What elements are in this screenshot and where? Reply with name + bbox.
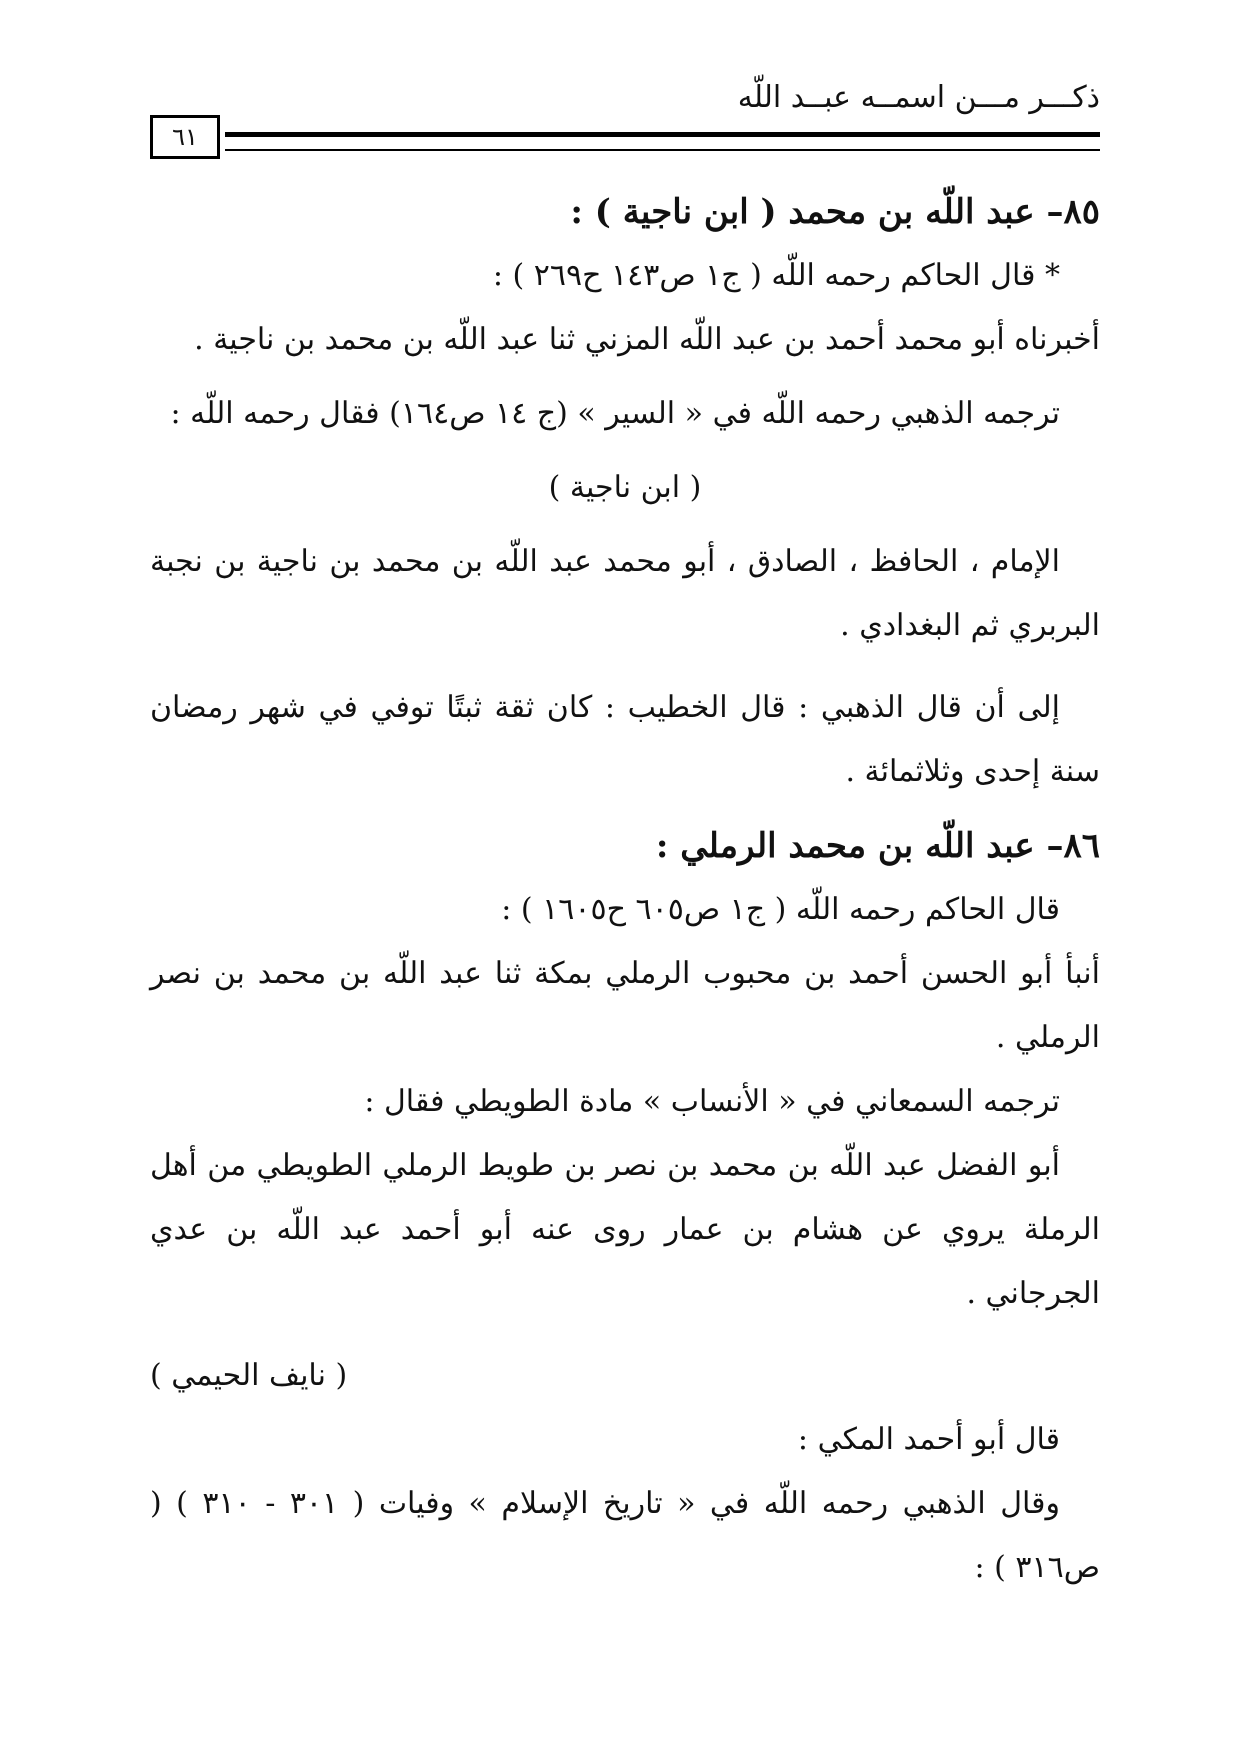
isnad-paragraph: أخبرناه أبو محمد أحمد بن عبد اللّه المزني ثنا عبد اللّه بن محمد بن ناجية . bbox=[194, 322, 1100, 357]
dhahabi-tarikh-reference: وقال الذهبي رحمه اللّه في « تاريخ الإسلام » وفيات ( ٣٠١ - ٣١٠ ) ( ص٣١٦ ) : bbox=[150, 1486, 1100, 1585]
khatib-quote-paragraph: إلى أن قال الذهبي : قال الخطيب : كان ثقة ثبتًا توفي في شهر رمضان سنة إحدى وثلاثمائة . bbox=[150, 690, 1100, 789]
ansab-biography-paragraph: أبو الفضل عبد اللّه بن محمد بن نصر بن طويط الرملي الطويطي من أهل الرملة يروي عن هشام بن عمار روى عنه أبو أحمد عبد اللّه بن عدي الجرجاني . bbox=[150, 1148, 1100, 1311]
running-header-title: ذكـــر مـــن اسمــه عبــد اللّه bbox=[737, 80, 1100, 115]
entry-heading-85: ٨٥– عبد اللّه بن محمد ( ابن ناجية ) : bbox=[570, 192, 1100, 232]
header-double-rule bbox=[225, 132, 1100, 151]
hakim-citation: قال الحاكم رحمه اللّه ( ج١ ص٦٠٥ ح١٦٠٥ ) : bbox=[501, 892, 1060, 927]
hakim-citation: * قال الحاكم رحمه اللّه ( ج١ ص١٤٣ ح٢٦٩ ) : bbox=[492, 258, 1060, 293]
author-note: ( نايف الحيمي ) bbox=[150, 1358, 348, 1393]
page-number-box: ٦١ bbox=[150, 115, 220, 159]
dhahabi-siyar-reference: ترجمه الذهبي رحمه اللّه في « السير » (ج ١٤ ص١٦٤) فقال رحمه اللّه : bbox=[170, 396, 1060, 431]
page-header bbox=[150, 70, 1100, 150]
makki-statement: قال أبو أحمد المكي : bbox=[797, 1422, 1060, 1457]
siyar-entry-title: ( ابن ناجية ) bbox=[548, 470, 702, 505]
isnad-paragraph: أنبأ أبو الحسن أحمد بن محبوب الرملي بمكة ثنا عبد اللّه بن محمد بن نصر الرملي . bbox=[150, 956, 1100, 1055]
entry-heading-86: ٨٦– عبد اللّه بن محمد الرملي : bbox=[655, 826, 1100, 866]
book-page bbox=[150, 70, 1100, 1730]
page-body bbox=[150, 180, 1100, 1600]
biography-paragraph: الإمام ، الحافظ ، الصادق ، أبو محمد عبد اللّه بن محمد بن ناجية بن نجبة البربري ثم البغدادي . bbox=[150, 544, 1100, 643]
samani-ansab-reference: ترجمه السمعاني في « الأنساب » مادة الطويطي فقال : bbox=[364, 1084, 1060, 1119]
